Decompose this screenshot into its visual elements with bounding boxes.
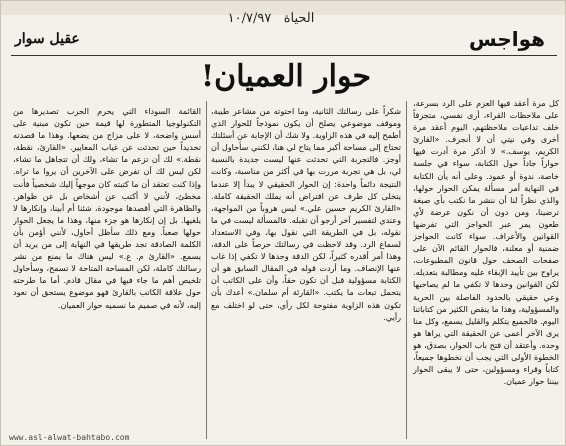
source-url: www.asl-alwat-bahtabo.com [9, 433, 130, 442]
article-headline: حوار العميان! [201, 59, 371, 94]
publication-name: الحياة [283, 11, 315, 26]
column-right-text: كل مرة أعقد فيها العزم على الرد بسرعة، على ملاحظات القراء، أرى نفسي، متجرفاً خلف تداعيات ملاحظتهم، اليوم أعقد مرة أخرى وفي نيتي أن لا أنجرف. «القارئ الكريم، يوسف.» لا أذكر مرة أدرت فيها حواراً جاداً حول الكتابة، سواء في جلسة خاصة، ندوة أو عمود. وعلى أنه يأن الكتابة في النهاية أمر مسألة يمكن الحوار حولها، والذي نظراً لنا أن ننشر ما نكتب بأي صيغة ترضينا، ومن دون أن نكون عرضة لأي طعون يمر عبر الحواجز التي تفرضها القوانين والأعراف. سواء كانت الحواجز ضمنية أو معلنة، فالحوار القائم الآن على صفحات الصحف حول قانون المطبوعات، يراوح بين تأييد الإبقاء عليه ومطالبة بتعديله. لكن القوانين وحدها لا تكفي ما لم يصاحبها وعي حقيقي بالحدود الفاصلة بين الحرية والمسؤولية، وهذا ما ينقص الكثير من كتاباتنا اليوم. فالجميع يتكلم والقليل يسمع، وكل منا يرى الآخر أعمى عن الحقيقة التي يراها هو وحده. وأعتقد أن فتح باب الحوار، بصدق، هو الخطوة الأولى التي يجب أن نخطوها جميعاً، كتاباً وقراء ومسؤولين، حتى لا يبقى الحوار بيننا حوار عميان. [413, 98, 559, 387]
column-middle-text: شكراً على رسالتك الثانية، وما احتوته من مشاعر طيبة، وموقف موضوعي يصلح أن يكون نموذجاً للحوار الذي أطمح إليه في هذه الزاوية. ولا شك أن الإجابة عن أسئلتك تحتاج إلى مساحة أكبر مما يتاح لي هنا، لكنني سأحاول أن أوجز. فالتجربة التي تحدثت عنها ليست جديدة بالنسبة لي، بل هي تجربة مررت بها في أكثر من مناسبة، وكانت النتيجة دائماً واحدة: إن الحوار الحقيقي لا يبدأ إلا عندما يتخلى كل طرف عن افتراض أنه يملك الحقيقة كاملة. «القارئ الكريم حسين علي.» ليس هروباً من المواجهة، وعندي لتفسير آخر أرجو أن تقبله. فالمسألة ليست في ما نقوله، بل في الطريقة التي نقول بها، وفي الاستعداد لسماع الرد. وقد لاحظت في رسالتك حرصاً على الدقة، وهذا أمر أقدره كثيراً، لكن الدقة وحدها لا تكفي إذا غاب عنها الإنصاف. وما أردت قوله في المقال السابق هو أن الكتابة مسؤولية قبل أن تكون حقاً، وأن على الكاتب أن يتحمل تبعات ما يكتب. «القارئة أم سلمان.» أعدك بأن تكون هذه الزاوية مفتوحة لكل رأي، حتى لو اختلف مع رأيي. [211, 106, 401, 322]
date-text: ١٠/٧/٩٧ [227, 11, 272, 26]
article-column-right [413, 97, 559, 439]
column-title: هواجس [469, 27, 545, 51]
column-left-text: القائمة السوداء التي يحرم الحرب تصديرها من التكنولوجيا المتطورة لها قيمة حين تكون مبنية على أسس واضحة، لا على مزاج من يضعها. وهذا ما قصدته تحديداً حين تحدثت عن غياب المعايير. «القارئ، نقطة، نقطة.» لك أن تزعم ما تشاء، ولك أن تتجاهل ما تشاء، لكن ليس لك أن تفرض على الآخرين أن يروا ما تراه. وإذا كنت تعتقد أن ما كتبته كان موجهاً إليك شخصياً فأنت مخطئ، لأنني لا أكتب عن أشخاص بل عن ظواهر. والظاهرة التي أقصدها موجودة، شئنا أم أبينا، وإنكارها لا يلغيها. بل إن إنكارها هو جزء منها، وهذا ما يجعل الحوار حولها صعباً. ومع ذلك سأظل أحاول، لأنني أؤمن بأن الكلمة الصادقة تجد طريقها في النهاية إلى من يريد أن يسمع. «القارئ م. ع.» ليس هناك ما يمنع من نشر رسالتك كاملة، لكن المساحة المتاحة لا تسمح، وسأحاول تلخيص أهم ما جاء فيها في مقال قادم. أما ما طرحته حول علاقة الكاتب بالقارئ فهو موضوع يستحق أن نعود إليه، لأنه في صميم ما نسميه حوار العميان. [13, 106, 201, 310]
article-column-left [13, 105, 201, 439]
header-rule [11, 55, 557, 56]
publication-date [206, 11, 336, 29]
column-divider-left [206, 101, 207, 439]
column-divider-right [406, 101, 407, 439]
article-column-middle [211, 105, 401, 439]
author-name: عقيل سوار [15, 31, 80, 47]
